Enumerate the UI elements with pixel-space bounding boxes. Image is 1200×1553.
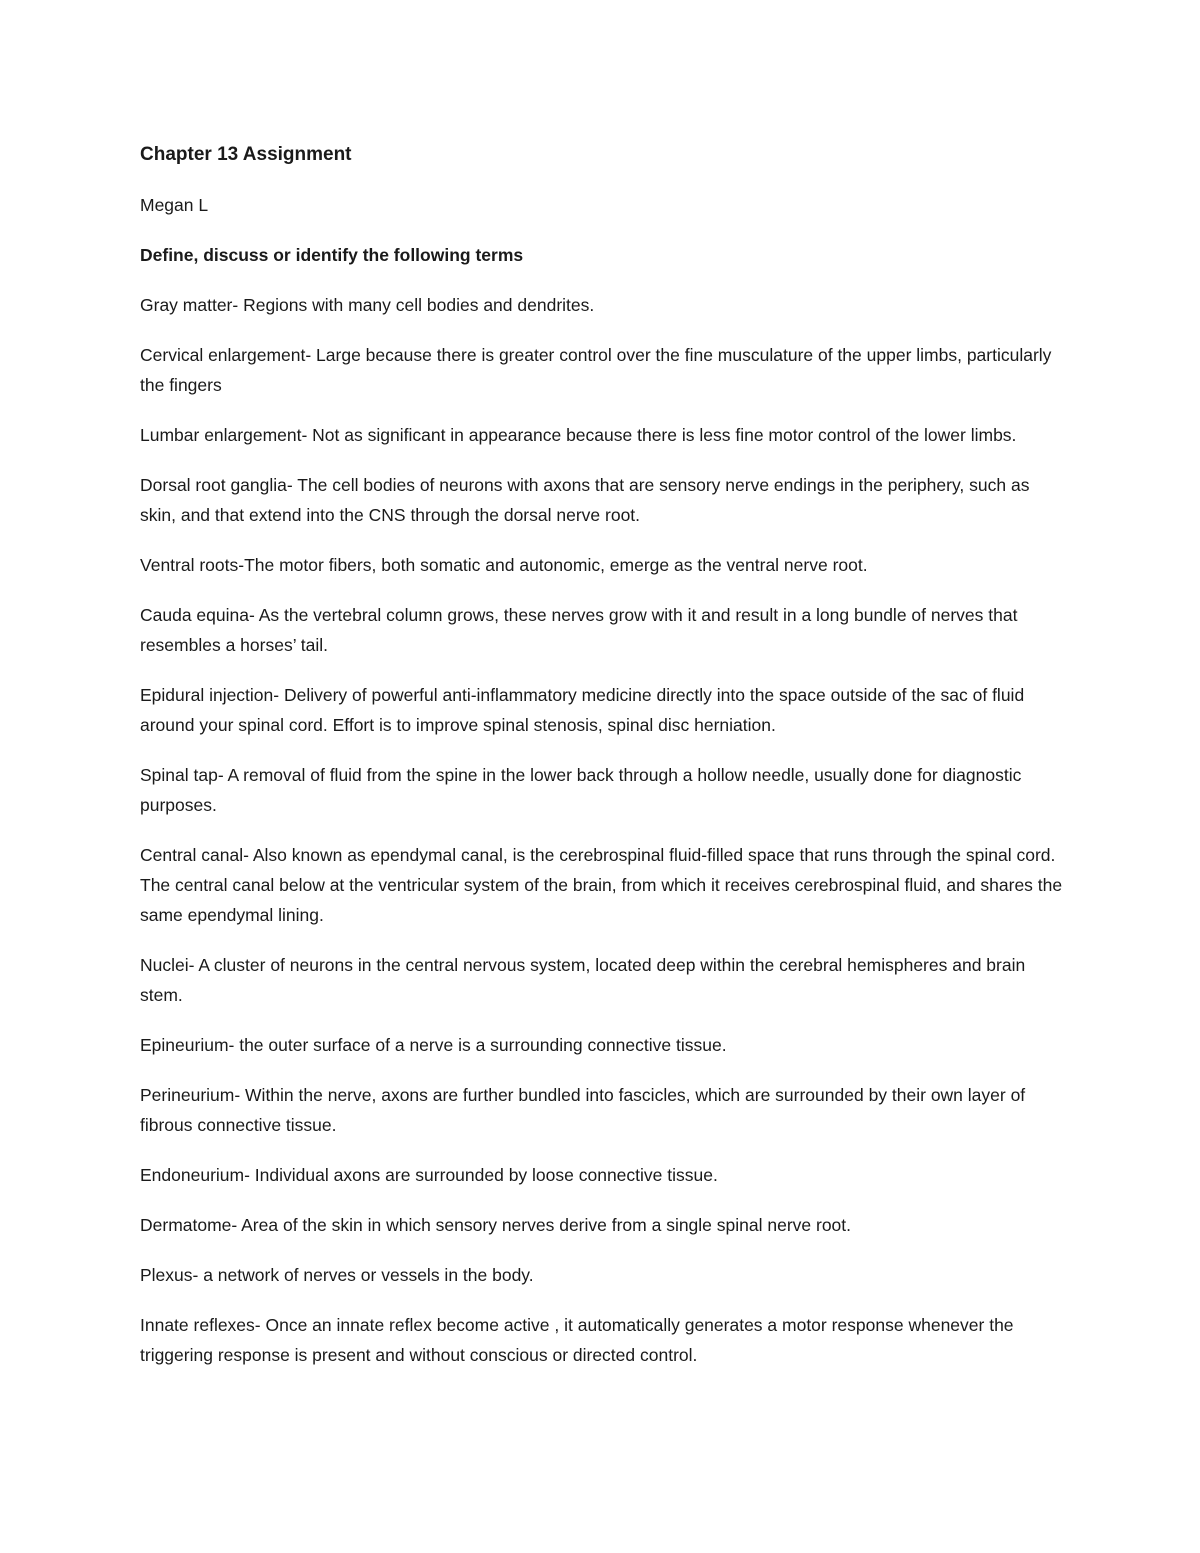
document-body	[140, 140, 1065, 1390]
document-author: Megan L	[140, 195, 209, 215]
term-plexus: Plexus- a network of nerves or vessels in the body.	[140, 1265, 534, 1285]
term-perineurium: Perineurium- Within the nerve, axons are further bundled into fascicles, which are surrounded by their own layer of fibrous connective tissue.	[140, 1085, 1026, 1135]
term-dorsal-root-ganglia: Dorsal root ganglia- The cell bodies of neurons with axons that are sensory nerve endings in the periphery, such as skin, and that extend into the CNS through the dorsal nerve root.	[140, 475, 1030, 525]
document-title: Chapter 13 Assignment	[140, 144, 352, 165]
term-gray-matter: Gray matter- Regions with many cell bodies and dendrites.	[140, 295, 595, 315]
term-cervical-enlargement: Cervical enlargement- Large because there is greater control over the fine musculature of the upper limbs, particularly the fingers	[140, 345, 1052, 395]
term-dermatome: Dermatome- Area of the skin in which sensory nerves derive from a single spinal nerve root.	[140, 1215, 852, 1235]
term-ventral-roots: Ventral roots-The motor fibers, both somatic and autonomic, emerge as the ventral nerve root.	[140, 555, 868, 575]
term-endoneurium: Endoneurium- Individual axons are surrounded by loose connective tissue.	[140, 1165, 718, 1185]
term-lumbar-enlargement: Lumbar enlargement- Not as significant in appearance because there is less fine motor control of the lower limbs.	[140, 425, 1017, 445]
term-epineurium: Epineurium- the outer surface of a nerve is a surrounding connective tissue.	[140, 1035, 727, 1055]
term-nuclei: Nuclei- A cluster of neurons in the central nervous system, located deep within the cerebral hemispheres and brain stem.	[140, 955, 1026, 1005]
section-heading: Define, discuss or identify the following terms	[140, 245, 524, 265]
term-cauda-equina: Cauda equina- As the vertebral column grows, these nerves grow with it and result in a long bundle of nerves that resembles a horses’ tail.	[140, 605, 1018, 655]
term-epidural-injection: Epidural injection- Delivery of powerful anti-inflammatory medicine directly into the space outside of the sac of fluid around your spinal cord. Effort is to improve spinal stenosis, spinal disc herniation.	[140, 685, 1025, 735]
term-central-canal: Central canal- Also known as ependymal canal, is the cerebrospinal fluid-filled space that runs through the spinal cord. The central canal below at the ventricular system of the brain, from which it receives cerebrospinal fluid, and shares the same ependymal lining.	[140, 845, 1063, 925]
term-spinal-tap: Spinal tap- A removal of fluid from the spine in the lower back through a hollow needle, usually done for diagnostic purposes.	[140, 765, 1022, 815]
term-innate-reflexes: Innate reflexes- Once an innate reflex become active , it automatically generates a motor response whenever the triggering response is present and without conscious or directed control.	[140, 1315, 1014, 1365]
